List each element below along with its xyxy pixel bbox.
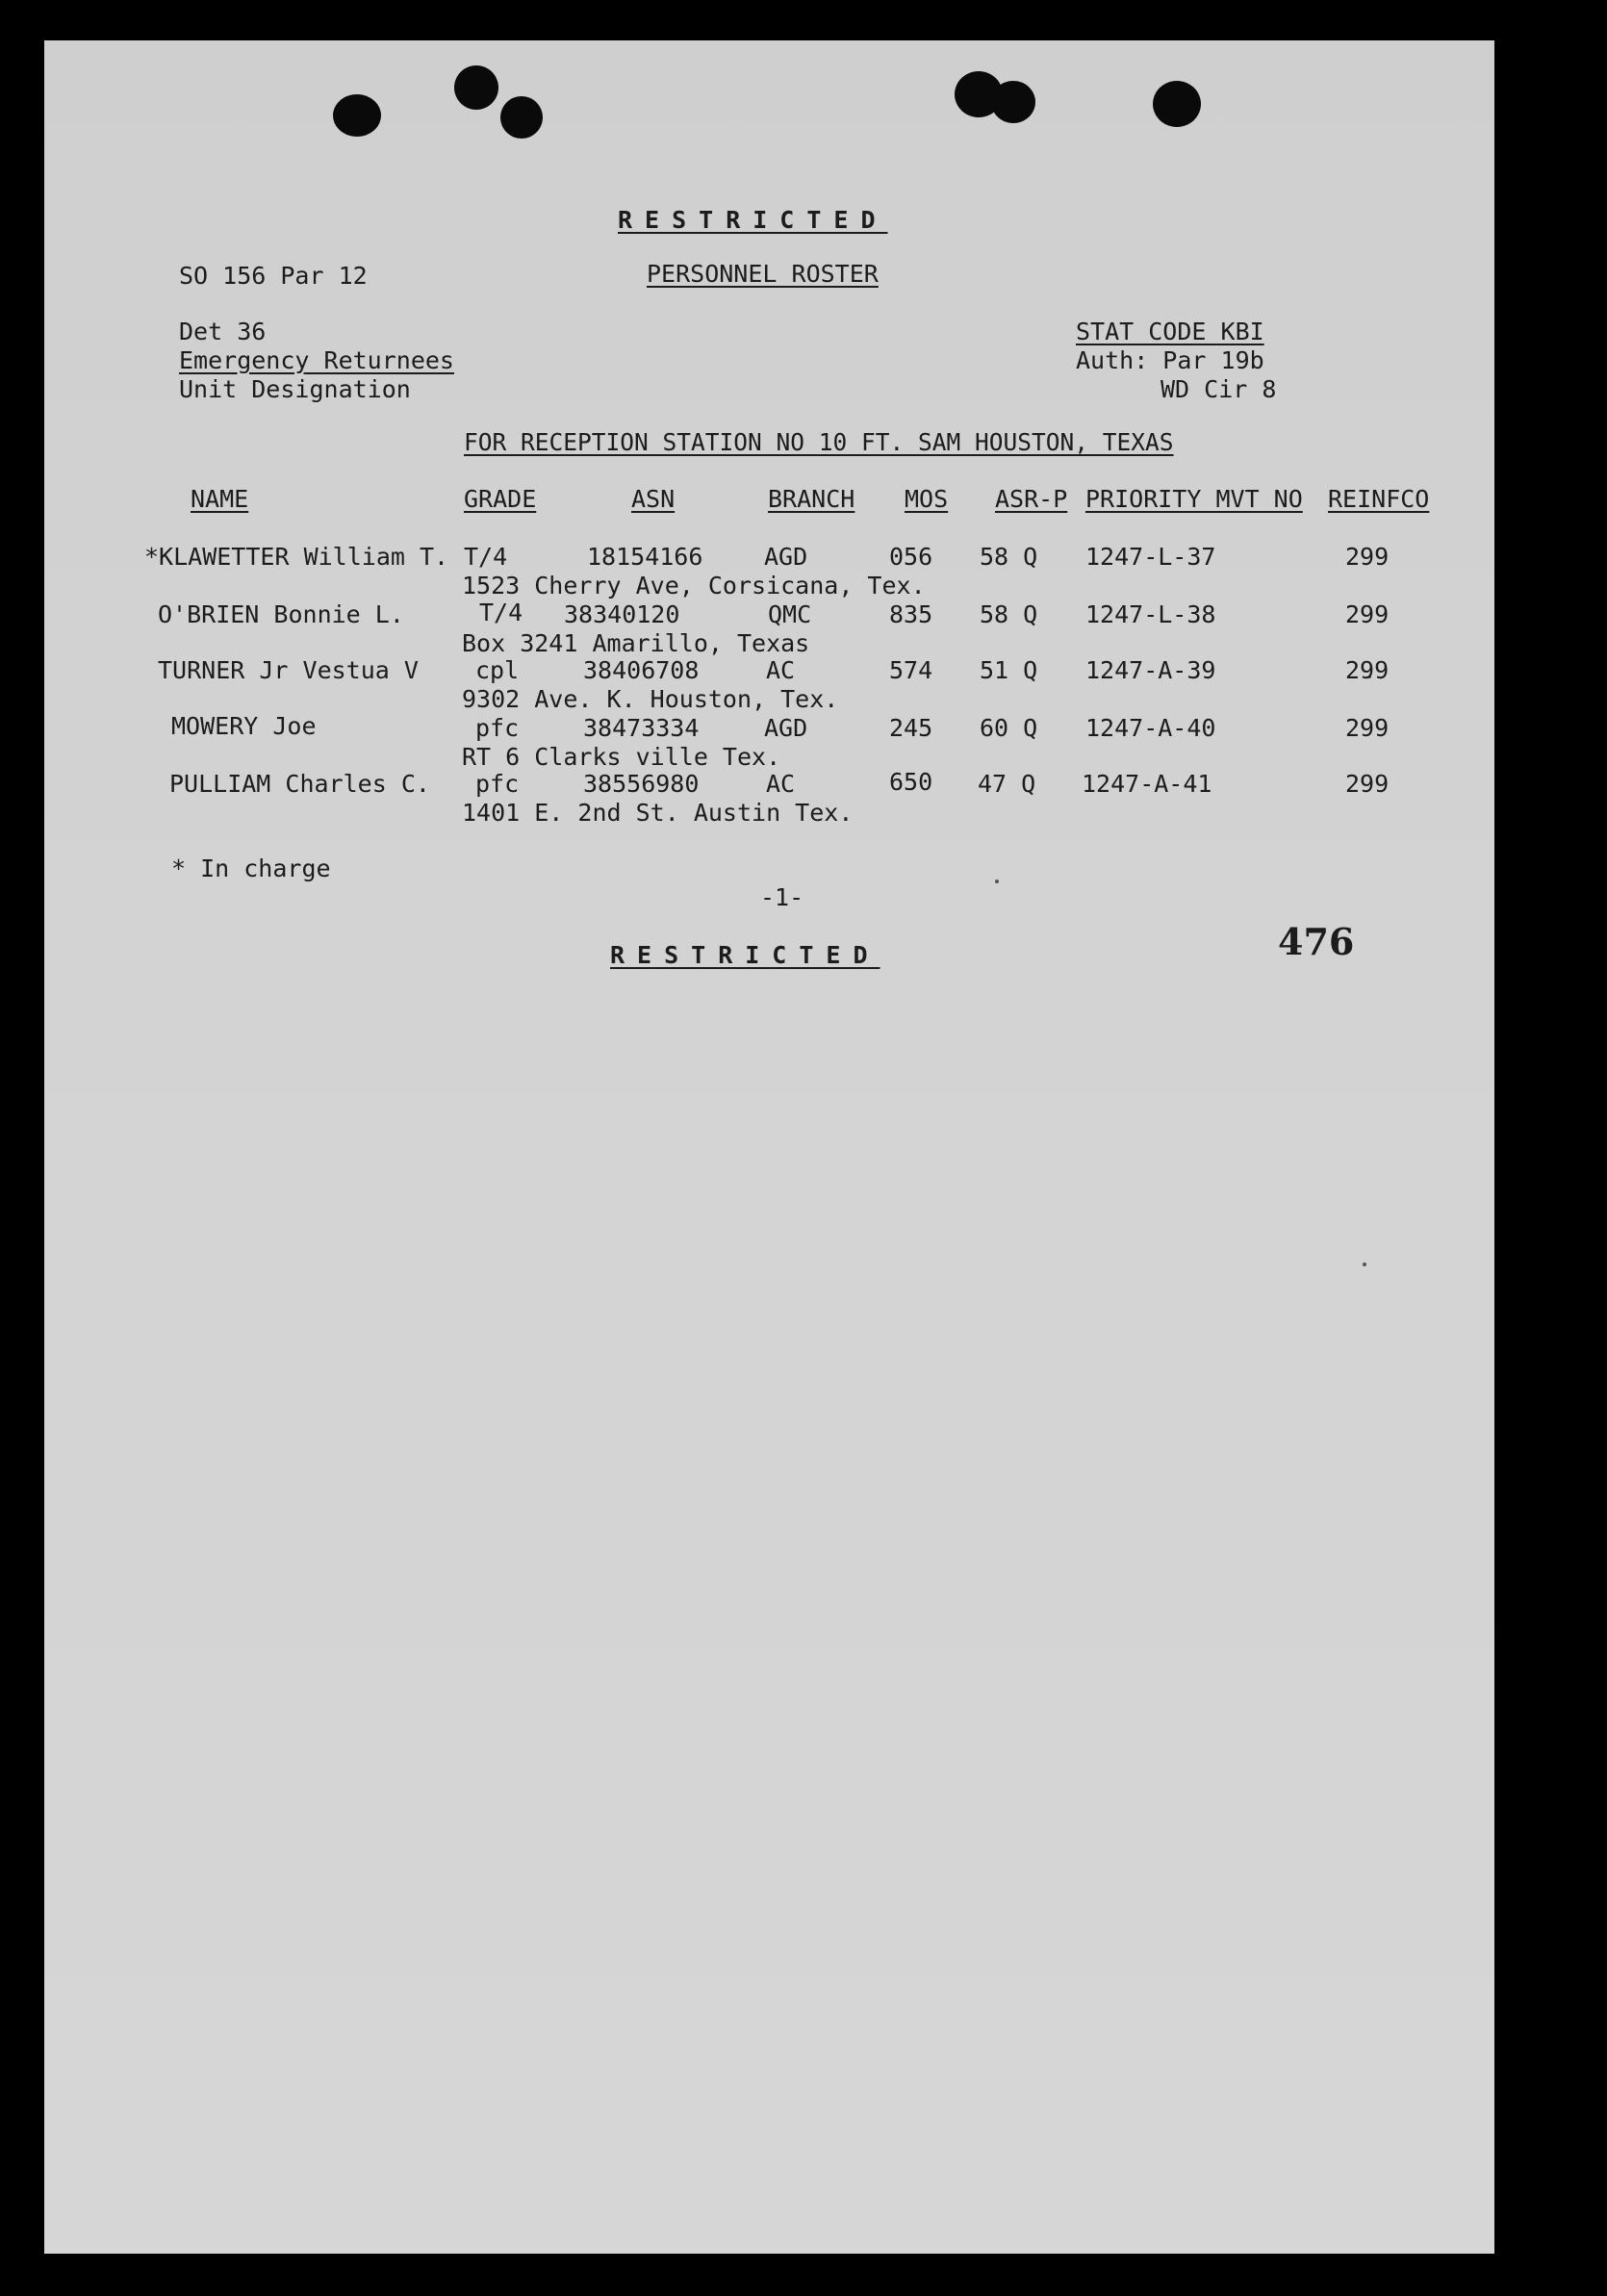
row-branch: AC — [766, 656, 796, 684]
punch-hole — [333, 94, 381, 137]
paper-speck — [1363, 1263, 1366, 1266]
document-page — [44, 40, 1494, 2254]
row-priority: 1247-L-38 — [1085, 600, 1216, 628]
row-grade: pfc — [475, 714, 520, 742]
row-grade: T/4 — [479, 599, 523, 626]
row-priority: 1247-A-41 — [1082, 770, 1212, 798]
row-branch: AGD — [764, 714, 808, 742]
column-header-mos: MOS — [905, 485, 949, 513]
stat-code: STAT CODE KBI — [1076, 318, 1264, 345]
row-address: Box 3241 Amarillo, Texas — [462, 629, 810, 657]
row-asn: 38340120 — [564, 600, 680, 628]
destination-line: FOR RECEPTION STATION NO 10 FT. SAM HOUSTON, TEXAS — [464, 428, 1174, 456]
row-branch: AGD — [764, 543, 808, 571]
row-reinfco: 299 — [1345, 543, 1390, 571]
wd-circular: WD Cir 8 — [1161, 375, 1277, 403]
row-asn: 38473334 — [583, 714, 700, 742]
row-reinfco: 299 — [1345, 770, 1390, 798]
row-mos: 245 — [889, 714, 933, 742]
row-grade: cpl — [475, 656, 520, 684]
row-name: *KLAWETTER William T. — [144, 543, 449, 571]
restricted-heading-top: RESTRICTED — [618, 206, 888, 234]
page-number: -1- — [760, 883, 804, 911]
document-title: PERSONNEL ROSTER — [647, 260, 879, 288]
row-reinfco: 299 — [1345, 714, 1390, 742]
row-asn: 18154166 — [587, 543, 703, 571]
row-priority: 1247-A-39 — [1085, 656, 1216, 684]
row-branch: AC — [766, 770, 796, 798]
punch-hole — [500, 96, 543, 139]
column-header-priority: PRIORITY MVT NO — [1085, 485, 1303, 513]
row-asn: 38556980 — [583, 770, 700, 798]
punch-hole — [991, 81, 1035, 123]
row-address: 1523 Cherry Ave, Corsicana, Tex. — [462, 572, 926, 600]
stamped-number: 476 — [1278, 920, 1355, 963]
row-name: TURNER Jr Vestua V — [158, 656, 419, 684]
column-header-reinfco: REINFCO — [1328, 485, 1430, 513]
punch-hole — [454, 65, 498, 110]
row-asr: 47 Q — [978, 770, 1036, 798]
authority: Auth: Par 19b — [1076, 346, 1264, 374]
row-priority: 1247-A-40 — [1085, 714, 1216, 742]
row-reinfco: 299 — [1345, 656, 1390, 684]
row-grade: T/4 — [464, 543, 508, 571]
row-mos: 835 — [889, 600, 933, 628]
unit-name: Emergency Returnees — [179, 346, 454, 374]
footnote-in-charge: * In charge — [171, 855, 331, 882]
column-header-name: NAME — [191, 485, 249, 513]
column-header-grade: GRADE — [464, 485, 537, 513]
row-asn: 38406708 — [583, 656, 700, 684]
column-header-branch: BRANCH — [768, 485, 855, 513]
unit-designation-label: Unit Designation — [179, 375, 411, 403]
row-address: 9302 Ave. K. Houston, Tex. — [462, 685, 839, 713]
row-mos: 650 — [889, 768, 933, 796]
detachment: Det 36 — [179, 318, 267, 345]
row-name: PULLIAM Charles C. — [169, 770, 430, 798]
row-asr: 60 Q — [980, 714, 1038, 742]
row-asr: 58 Q — [980, 600, 1038, 628]
column-header-asn: ASN — [631, 485, 676, 513]
row-grade: pfc — [475, 770, 520, 798]
restricted-heading-bottom: RESTRICTED — [610, 941, 880, 969]
row-asr: 58 Q — [980, 543, 1038, 571]
column-header-asr: ASR-P — [995, 485, 1068, 513]
row-priority: 1247-L-37 — [1085, 543, 1216, 571]
row-asr: 51 Q — [980, 656, 1038, 684]
order-reference: SO 156 Par 12 — [179, 262, 368, 290]
row-address: RT 6 Clarks ville Tex. — [462, 743, 781, 771]
row-mos: 574 — [889, 656, 933, 684]
row-address: 1401 E. 2nd St. Austin Tex. — [462, 799, 854, 827]
row-name: MOWERY Joe — [171, 712, 317, 740]
paper-speck — [995, 880, 999, 883]
row-name: O'BRIEN Bonnie L. — [158, 600, 404, 628]
row-reinfco: 299 — [1345, 600, 1390, 628]
punch-hole — [1153, 81, 1201, 127]
row-mos: 056 — [889, 543, 933, 571]
row-branch: QMC — [768, 600, 812, 628]
